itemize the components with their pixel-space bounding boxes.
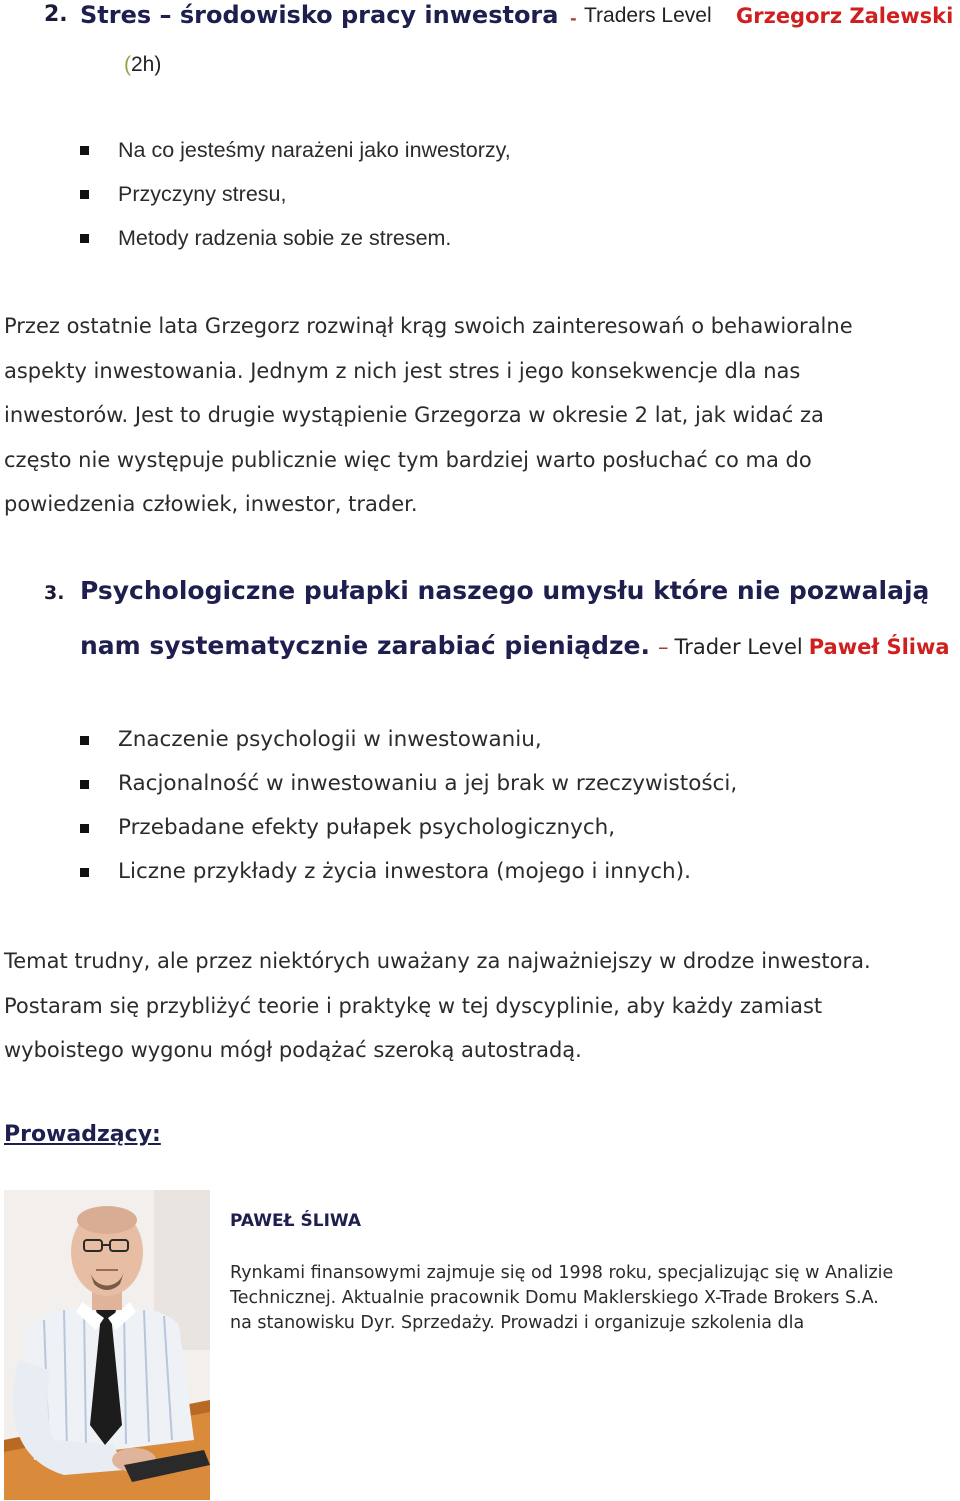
paragraph-line: często nie występuje publicznie więc tym bardziej warto posłuchać co ma do bbox=[4, 447, 812, 472]
speaker-photo bbox=[4, 1190, 210, 1500]
section-2-level: Traders Level bbox=[584, 4, 712, 27]
bullet-square-icon bbox=[80, 868, 89, 877]
speaker-portrait-illustration bbox=[4, 1190, 210, 1500]
bio-line: Technicznej. Aktualnie pracownik Domu Maklerskiego X-Trade Brokers S.A. bbox=[230, 1288, 879, 1308]
section-3-number: 3. bbox=[44, 582, 65, 604]
bullet-square-icon bbox=[80, 190, 89, 199]
section-3-title-line-2 bbox=[80, 628, 950, 667]
paragraph-line: powiedzenia człowiek, inwestor, trader. bbox=[4, 492, 418, 516]
section-3-level: Trader Level bbox=[674, 635, 803, 659]
section-3-separator: – bbox=[657, 635, 669, 659]
list-item: Przebadane efekty pułapek psychologicznych, bbox=[80, 812, 737, 856]
list-item: Znaczenie psychologii w inwestowaniu, bbox=[80, 724, 737, 768]
bullet-square-icon bbox=[80, 234, 89, 243]
paragraph-line: Postaram się przybliżyć teorie i praktykę w tej dyscyplinie, aby każdy zamiast bbox=[4, 993, 823, 1018]
bio-line: Rynkami finansowymi zajmuje się od 1998 roku, specjalizując się w Analizie bbox=[230, 1263, 894, 1283]
bullet-square-icon bbox=[80, 146, 89, 155]
paragraph-line: aspekty inwestowania. Jednym z nich jest stres i jego konsekwencje dla nas bbox=[4, 358, 801, 383]
section-2-number: 2. bbox=[44, 2, 68, 27]
list-item: Metody radzenia sobie ze stresem. bbox=[80, 222, 511, 266]
speaker-name: PAWEŁ ŚLIWA bbox=[230, 1211, 362, 1231]
speaker-bio bbox=[230, 1261, 958, 1336]
list-item: Przyczyny stresu, bbox=[80, 178, 511, 222]
section-3-title-line-1: Psychologiczne pułapki naszego umysłu które nie pozwalają bbox=[80, 576, 930, 605]
bullet-square-icon bbox=[80, 736, 89, 745]
section-3-paragraph bbox=[4, 939, 954, 1073]
bullet-square-icon bbox=[80, 824, 89, 833]
lead-heading: Prowadzący: bbox=[4, 1122, 161, 1147]
section-2-paragraph bbox=[4, 304, 954, 527]
duration-paren: ( bbox=[124, 53, 131, 76]
list-item: Na co jesteśmy narażeni jako inwestorzy, bbox=[80, 134, 511, 178]
section-3-speaker: Paweł Śliwa bbox=[808, 635, 950, 659]
section-2-bullet-list bbox=[80, 134, 511, 266]
bio-line: na stanowisku Dyr. Sprzedaży. Prowadzi i organizuje szkolenia dla bbox=[230, 1313, 805, 1333]
paragraph-line: Temat trudny, ale przez niektórych uważany za najważniejszy w drodze inwestora. bbox=[4, 949, 871, 973]
section-2-separator: - bbox=[570, 9, 577, 28]
list-item: Racjonalność w inwestowaniu a jej brak w rzeczywistości, bbox=[80, 768, 737, 812]
duration-value: 2h) bbox=[131, 53, 162, 76]
list-item: Liczne przykłady z życia inwestora (mojego i innych). bbox=[80, 856, 737, 900]
section-2-title: Stres – środowisko pracy inwestora bbox=[80, 1, 559, 29]
section-2-duration bbox=[124, 50, 161, 80]
bullet-square-icon bbox=[80, 780, 89, 789]
paragraph-line: inwestorów. Jest to drugie wystąpienie Grzegorza w okresie 2 lat, jak widać za bbox=[4, 403, 824, 427]
section-2-speaker: Grzegorz Zalewski bbox=[736, 4, 954, 28]
paragraph-line: wyboistego wygonu mógł podążać szeroką autostradą. bbox=[4, 1038, 582, 1062]
section-3-bullet-list bbox=[80, 724, 737, 900]
section-3-title-end: nam systematycznie zarabiać pieniądze. bbox=[80, 631, 650, 660]
paragraph-line: Przez ostatnie lata Grzegorz rozwinął krąg swoich zainteresowań o behawioralne bbox=[4, 314, 853, 338]
